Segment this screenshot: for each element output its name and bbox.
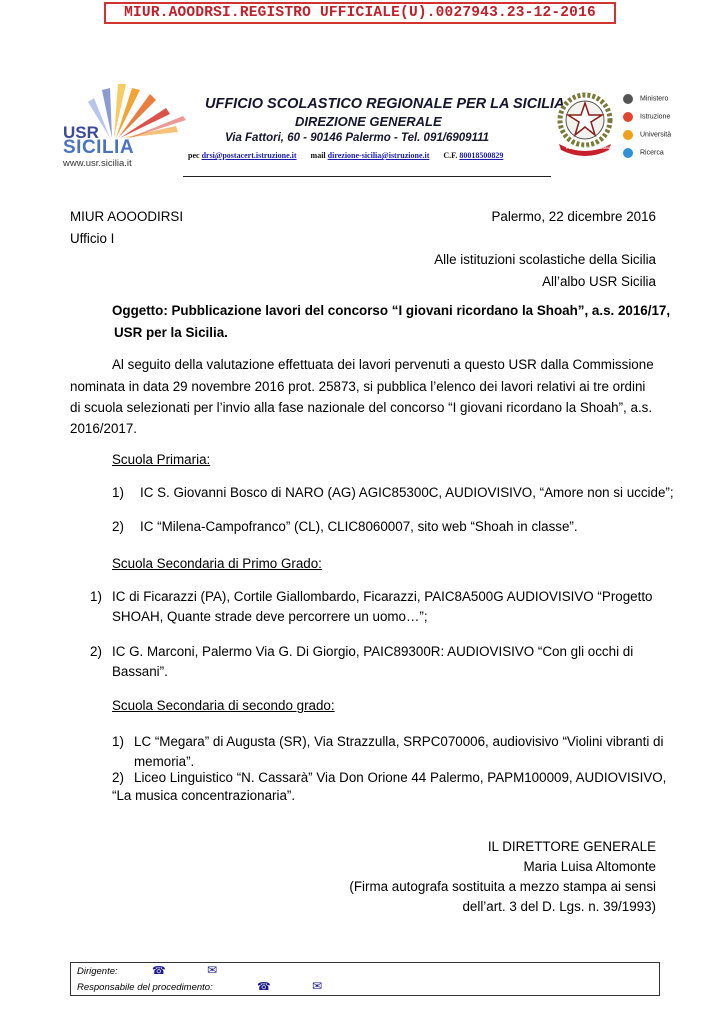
signature-name: Maria Luisa Altomonte xyxy=(523,859,656,874)
office-title: UFFICIO SCOLASTICO REGIONALE PER LA SICILIA xyxy=(205,96,565,112)
list-item-number: 2) xyxy=(112,519,124,534)
header-rule xyxy=(183,176,551,177)
signature-role: IL DIRETTORE GENERALE xyxy=(487,839,656,854)
dirigente-label: Dirigente: xyxy=(77,966,118,977)
list-item: IC S. Giovanni Bosco di NARO (AG) AGIC85300C, AUDIOVISIVO, “Amore non si uccide”; xyxy=(140,485,674,500)
pec-label: pec xyxy=(188,151,200,160)
list-item: LC “Megara” di Augusta (SR), Via Strazzulla, SRPC070006, audiovisivo “Violini vibranti di xyxy=(134,734,664,749)
ministry-dot-i xyxy=(623,112,633,122)
signature-note-line2: dell’art. 3 del D. Lgs. n. 39/1993) xyxy=(462,899,656,914)
sender-line1: MIUR AOOODIRSI xyxy=(70,209,184,224)
list-item-number: 1) xyxy=(90,589,102,604)
list-item: Liceo Linguistico “N. Cassarà” Via Don Orione 44 Palermo, PAPM100009, AUDIOVISIVO, xyxy=(134,770,667,785)
list-item-number: 2) xyxy=(90,644,102,659)
ministry-item-u: Università xyxy=(623,130,671,142)
republic-emblem xyxy=(553,88,617,158)
body-line-1: Al seguito della valutazione effettuata dei lavori pervenuti a questo USR dalla Commissione xyxy=(112,357,654,372)
mail-label: mail xyxy=(310,151,326,160)
ministry-item-m: Ministero xyxy=(623,94,668,106)
pec-email-link[interactable]: drsi@postacert.istruzione.it xyxy=(201,151,297,160)
section-heading-secondo-grado: Scuola Secondaria di secondo grado: xyxy=(112,698,335,713)
ministry-dot-r xyxy=(623,148,633,158)
list-item-continuation: Bassani”. xyxy=(112,664,168,679)
phone-icon: ☎ xyxy=(257,981,271,993)
mail-icon: ✉ xyxy=(207,963,218,977)
cf-value: 80018500829 xyxy=(459,151,504,160)
list-item: IC G. Marconi, Palermo Via G. Di Giorgio, PAIC89300R: AUDIOVISIVO “Con gli occhi di xyxy=(112,644,634,659)
recipient-2: All’albo USR Sicilia xyxy=(542,274,656,289)
sender-line2: Ufficio I xyxy=(70,231,115,246)
list-item-number: 2) xyxy=(112,770,124,785)
body-line-2: nominata in data 29 novembre 2016 prot. 25873, si pubblica l’elenco dei lavori relativi ai tre ordini xyxy=(70,379,646,394)
office-subtitle: DIREZIONE GENERALE xyxy=(295,114,442,129)
office-address: Via Fattori, 60 - 90146 Palermo - Tel. 091/6909111 xyxy=(225,132,490,144)
responsabile-label: Responsabile del procedimento: xyxy=(77,982,213,993)
logo-url: www.usr.sicilia.it xyxy=(63,158,132,169)
logo-sicilia-text: SICILIA xyxy=(63,137,135,158)
contact-line xyxy=(188,151,503,160)
recipient-1: Alle istituzioni scolastiche della Sicilia xyxy=(434,252,656,267)
ministry-dot-u xyxy=(623,130,633,140)
phone-icon: ☎ xyxy=(152,965,166,977)
body-line-3: di scuola selezionati per l’invio alla fase nazionale del concorso “I giovani ricordano la Shoah”, a.s. xyxy=(70,400,653,415)
cf-label: C.F. xyxy=(443,151,458,160)
footer-contacts-box xyxy=(70,962,660,996)
mail-icon: ✉ xyxy=(312,979,323,993)
section-heading-primo-grado: Scuola Secondaria di Primo Grado: xyxy=(112,556,322,571)
list-item-continuation: memoria”. xyxy=(134,754,195,769)
list-item: IC “Milena-Campofranco” (CL), CLIC8060007, sito web “Shoah in classe”. xyxy=(140,519,578,534)
protocol-stamp: MIUR.AOODRSI.REGISTRO UFFICIALE(U).0027943.23-12-2016 xyxy=(104,2,616,24)
signature-note-line1: (Firma autografa sostituita a mezzo stampa ai sensi xyxy=(349,879,656,894)
list-item-continuation: “La musica concentrazionaria”. xyxy=(112,788,296,803)
section-heading-primaria: Scuola Primaria: xyxy=(112,452,211,467)
logo-usr-text: USR xyxy=(63,123,99,142)
subject-line2: USR per la Sicilia. xyxy=(114,325,228,340)
ministry-item-r: Ricerca xyxy=(623,148,664,160)
mail-email-link[interactable]: direzione-sicilia@istruzione.it xyxy=(327,151,430,160)
ministry-item-i: Istruzione xyxy=(623,112,670,124)
place-date: Palermo, 22 dicembre 2016 xyxy=(491,209,656,224)
list-item-number: 1) xyxy=(112,734,124,749)
body-line-4: 2016/2017. xyxy=(70,421,138,436)
list-item-continuation: SHOAH, Quante strade deve percorrere un uomo…”; xyxy=(112,609,428,624)
emblem-ribbon-text: REPUBBLICA ITALIANA xyxy=(566,146,611,150)
ministry-dot-m xyxy=(623,94,633,104)
subject-line1: Oggetto: Pubblicazione lavori del concorso “I giovani ricordano la Shoah”, a.s. 2016/17, xyxy=(112,303,671,318)
list-item: IC di Ficarazzi (PA), Cortile Giallombardo, Ficarazzi, PAIC8A500G AUDIOVISIVO “Progetto xyxy=(112,589,653,604)
list-item-number: 1) xyxy=(112,485,124,500)
